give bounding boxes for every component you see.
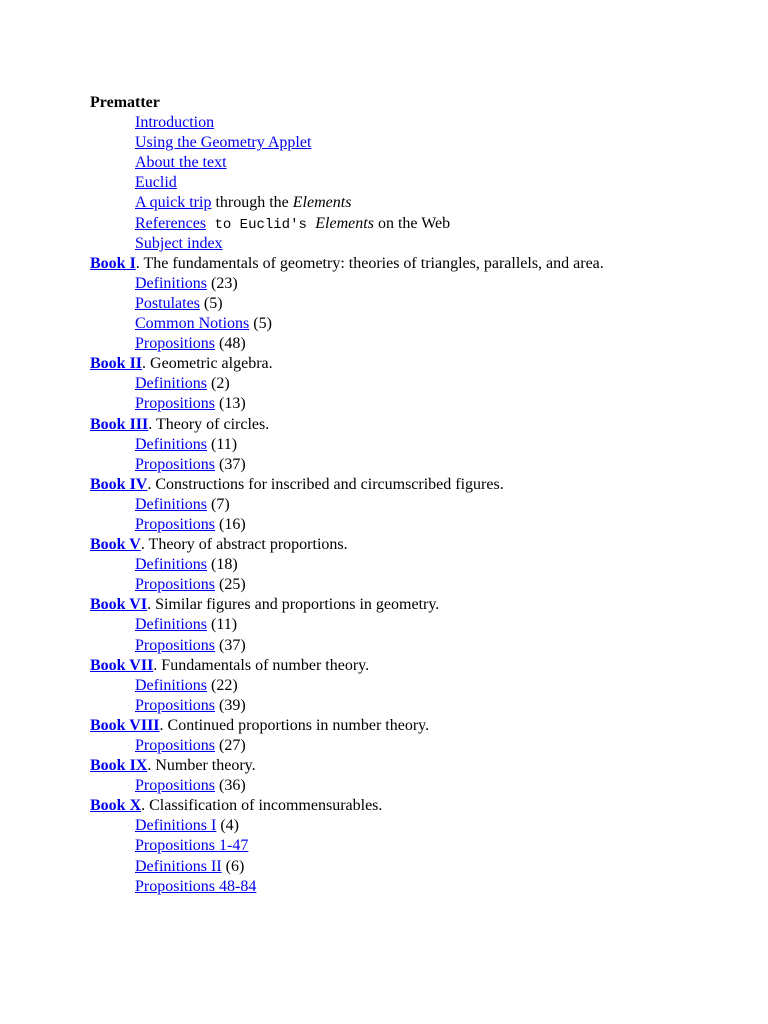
book-item-count: (2) (207, 375, 230, 393)
references-link[interactable]: References (135, 214, 207, 232)
book-item-link[interactable]: Propositions (135, 696, 216, 714)
book-item-count: (5) (199, 294, 223, 312)
book-item-count: (39) (215, 696, 246, 714)
prematter-heading: Prematter (90, 94, 160, 111)
book-item-link[interactable]: Propositions (135, 777, 216, 795)
book-item (90, 394, 750, 414)
book-link[interactable]: Book VII (90, 656, 154, 674)
references-text: on the Web (373, 214, 451, 232)
book-item-count: (25) (215, 576, 246, 594)
book-item (90, 294, 750, 314)
book-item (90, 495, 750, 515)
book-item-link[interactable]: Common Notions (135, 315, 250, 333)
quick-trip-text: through the (211, 194, 293, 212)
book-item-link[interactable]: Definitions (135, 274, 207, 292)
book-item (90, 314, 750, 334)
euclid-link[interactable]: Euclid (135, 174, 177, 192)
book-item-count: (37) (215, 636, 246, 654)
book-heading (90, 656, 750, 676)
prematter-item-introduction (90, 113, 750, 133)
book-item-link[interactable]: Propositions (135, 576, 216, 594)
book-link[interactable]: Book VI (90, 596, 148, 614)
book-description: . The fundamentals of geometry: theories of triangles, parallels, and area. (135, 254, 604, 272)
book-item-count: (11) (207, 435, 238, 453)
book-item-count: (37) (215, 455, 246, 473)
book-item-link[interactable]: Definitions (135, 616, 207, 634)
book-item-count: (16) (215, 515, 246, 533)
book-item-link[interactable]: Propositions (135, 455, 216, 473)
books-list (90, 254, 750, 897)
book-item-link[interactable]: Propositions 48-84 (135, 877, 257, 895)
book-item-link[interactable]: Propositions (135, 395, 216, 413)
book-item-count: (6) (221, 857, 245, 875)
using-geometry-applet-link[interactable]: Using the Geometry Applet (135, 134, 312, 152)
book-heading (90, 415, 750, 435)
book-item-link[interactable]: Definitions (135, 435, 207, 453)
book-link[interactable]: Book IV (90, 475, 148, 493)
book-item-link[interactable]: Definitions (135, 375, 207, 393)
book-item-count: (13) (215, 395, 246, 413)
book-item (90, 836, 750, 856)
book-link[interactable]: Book III (90, 415, 149, 433)
book-heading (90, 535, 750, 555)
book-item (90, 877, 750, 897)
book-item-count: (48) (215, 335, 246, 353)
book-item-count: (27) (215, 737, 246, 754)
references-mono-text: to Euclid's (206, 216, 316, 233)
book-link[interactable]: Book II (90, 355, 143, 373)
book-description: . Theory of circles. (148, 415, 270, 433)
book-heading (90, 716, 750, 736)
book-item (90, 555, 750, 575)
book-item-count: (4) (216, 817, 239, 835)
references-elements: Elements (315, 214, 374, 232)
book-link[interactable]: Book IX (90, 757, 148, 775)
book-item (90, 736, 750, 756)
book-item-link[interactable]: Propositions (135, 636, 216, 654)
book-item-link[interactable]: Definitions (135, 676, 207, 694)
book-item (90, 776, 750, 796)
book-item-link[interactable]: Propositions (135, 737, 216, 754)
book-item-count: (22) (207, 676, 238, 694)
book-heading (90, 756, 750, 776)
book-item-link[interactable]: Definitions (135, 495, 207, 513)
book-item (90, 816, 750, 836)
book-item-link[interactable]: Propositions (135, 515, 216, 533)
book-item (90, 696, 750, 716)
subject-index-link[interactable]: Subject index (135, 234, 223, 252)
book-item (90, 374, 750, 394)
book-description: . Number theory. (147, 757, 256, 775)
book-link[interactable]: Book VIII (90, 716, 160, 734)
book-item (90, 857, 750, 877)
book-description: . Theory of abstract proportions. (140, 536, 348, 554)
prematter-item-references (90, 214, 750, 234)
book-description: . Continued proportions in number theory. (159, 716, 430, 734)
about-the-text-link[interactable]: About the text (135, 154, 227, 172)
book-item-link[interactable]: Definitions (135, 556, 207, 574)
book-item (90, 334, 750, 354)
book-item-link[interactable]: Propositions (135, 335, 216, 353)
book-heading (90, 475, 750, 495)
book-link[interactable]: Book X (90, 797, 142, 815)
book-item-count: (7) (207, 495, 230, 513)
book-item-count: (18) (207, 556, 238, 574)
book-description: . Constructions for inscribed and circumscribed figures. (147, 475, 504, 493)
table-of-contents (90, 93, 750, 897)
book-item-count: (5) (249, 315, 272, 333)
book-item-link[interactable]: Postulates (135, 294, 200, 312)
book-description: . Similar figures and proportions in geometry. (147, 596, 440, 614)
quick-trip-elements: Elements (292, 194, 352, 212)
book-item-link[interactable]: Definitions II (135, 857, 222, 875)
book-link[interactable]: Book V (90, 536, 141, 554)
book-item (90, 575, 750, 595)
book-link[interactable]: Book I (90, 254, 136, 272)
book-item (90, 615, 750, 635)
book-item-link[interactable]: Definitions I (135, 817, 217, 835)
book-heading (90, 354, 750, 374)
book-heading (90, 796, 750, 816)
book-item (90, 455, 750, 475)
prematter-item-euclid (90, 173, 750, 193)
book-item (90, 676, 750, 696)
introduction-link[interactable]: Introduction (135, 114, 215, 132)
book-item (90, 636, 750, 656)
book-heading (90, 595, 750, 615)
prematter-item-quick-trip (90, 193, 750, 213)
book-item (90, 274, 750, 294)
prematter-item-about-text (90, 153, 750, 173)
book-description: . Fundamentals of number theory. (153, 656, 370, 674)
book-item (90, 515, 750, 535)
quick-trip-link[interactable]: A quick trip (135, 194, 212, 212)
book-description: . Geometric algebra. (142, 355, 273, 373)
book-item (90, 435, 750, 455)
book-item-link[interactable]: Propositions 1-47 (135, 837, 249, 855)
book-item-count: (36) (215, 777, 246, 795)
prematter-item-subject-index (90, 234, 750, 254)
book-description: . Classification of incommensurables. (141, 797, 383, 815)
book-heading (90, 254, 750, 274)
prematter-item-using-applet (90, 133, 750, 153)
book-item-count: (11) (207, 616, 238, 634)
book-item-count: (23) (207, 274, 238, 292)
